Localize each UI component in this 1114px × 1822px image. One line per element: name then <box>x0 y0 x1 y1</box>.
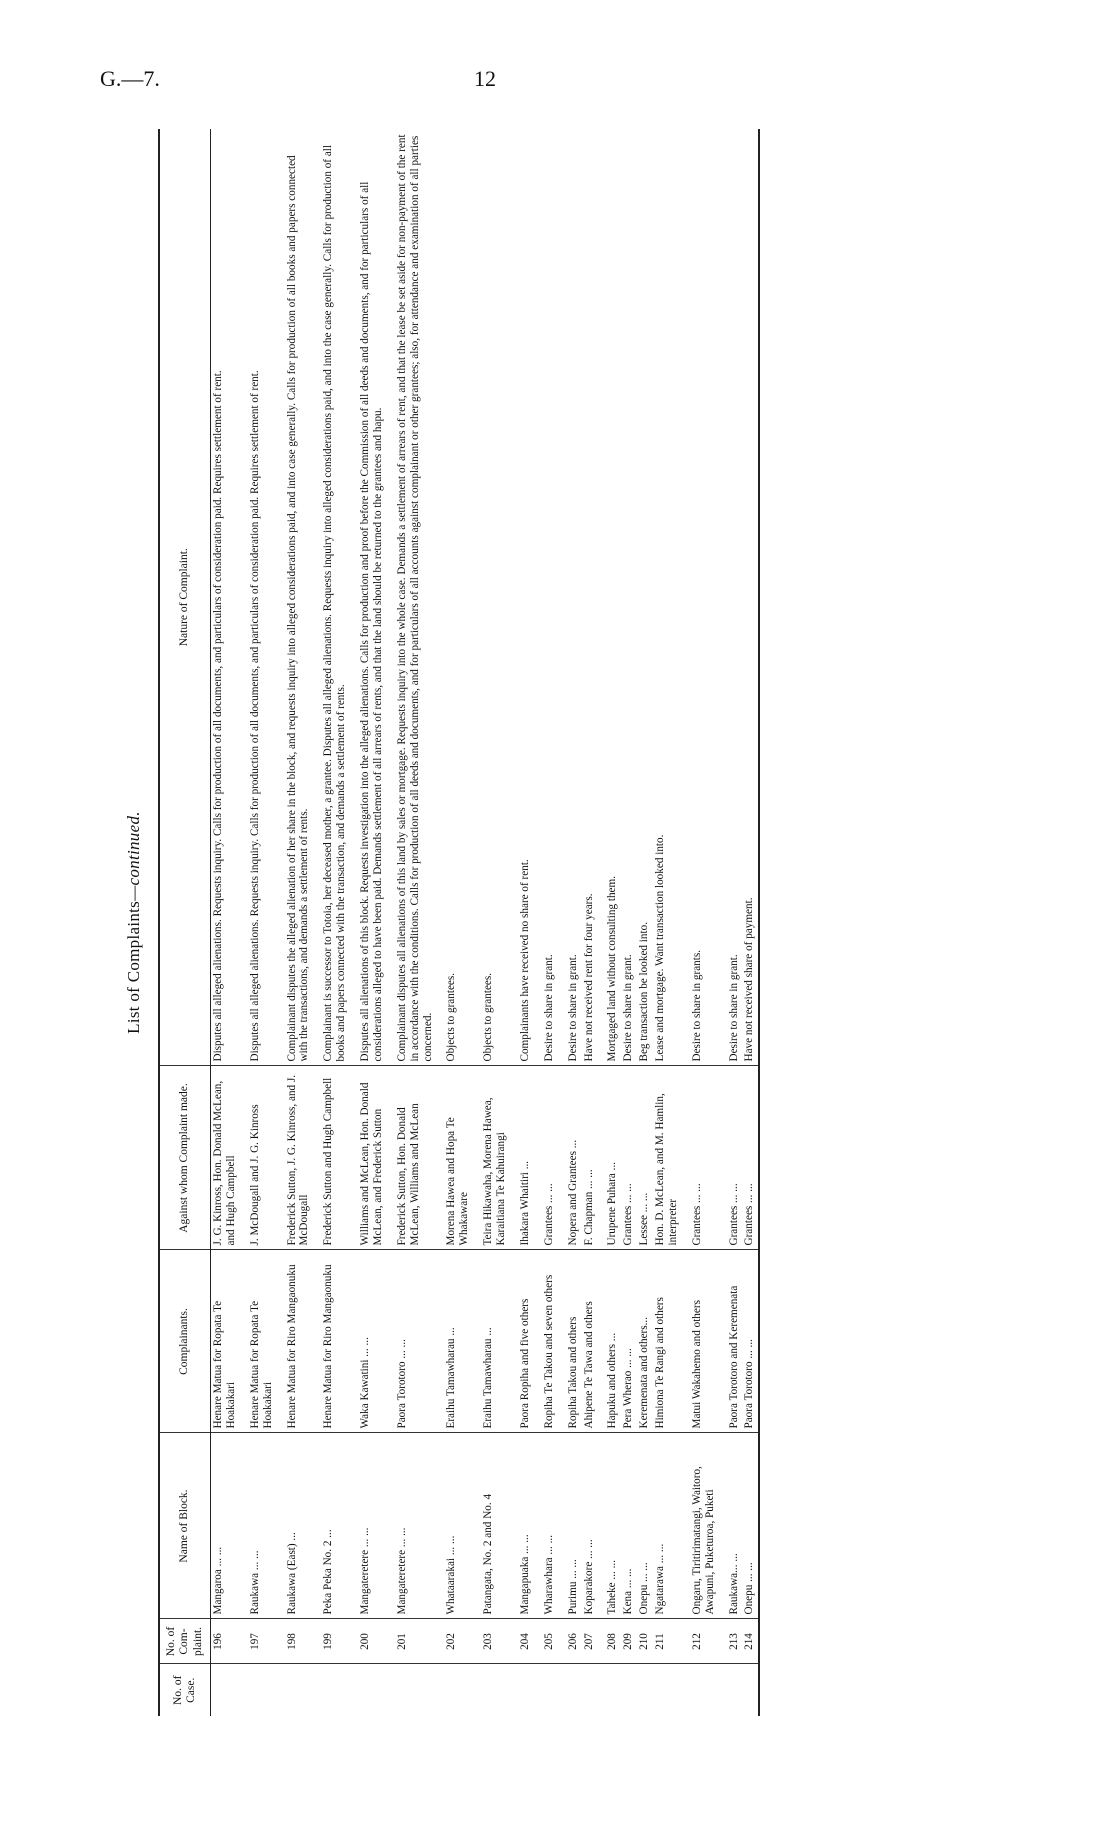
cell-complainants: Henare Matua for Ropata Te Hoakakari <box>211 1250 240 1433</box>
cell-complaint-no: 211 <box>653 1619 682 1664</box>
page-title <box>124 129 152 1716</box>
cell-nature: Complainants have received no share of rent. <box>510 129 534 1066</box>
cell-nature: Desire to share in grants. <box>682 129 719 1066</box>
cell-case-no <box>350 1664 387 1716</box>
cell-complaint-no: 203 <box>473 1619 510 1664</box>
cell-against: Nopera and Grantees ... <box>558 1066 582 1250</box>
table-row <box>510 129 534 1716</box>
cell-nature: Disputes all alleged alienations. Requests inquiry. Calls for production of all documents, and particulars of consideration paid. Requires settlement of rent. <box>240 129 277 1066</box>
cell-case-no <box>637 1664 653 1716</box>
cell-against: J. McDougall and J. G. Kinross <box>240 1066 277 1250</box>
table-row <box>473 129 510 1716</box>
col-header-complainants: Complainants. <box>159 1250 211 1433</box>
table-row <box>621 129 637 1716</box>
cell-against: Grantees ... ... <box>719 1066 743 1250</box>
cell-against: Williams and McLean, Hon. Donald McLean, and Frederick Sutton <box>350 1066 387 1250</box>
cell-against: Grantees ... ... <box>742 1066 759 1250</box>
cell-against: J. G. Kinross, Hon. Donald McLean, and Hugh Campbell <box>211 1066 240 1250</box>
cell-case-no <box>582 1664 598 1716</box>
cell-block: Wharawhara ... ... <box>534 1433 558 1619</box>
cell-complaint-no: 206 <box>558 1619 582 1664</box>
cell-complaint-no: 199 <box>313 1619 350 1664</box>
cell-complainants: Paora Ropiha and five others <box>510 1250 534 1433</box>
cell-complaint-no: 201 <box>387 1619 437 1664</box>
cell-nature: Complainant is successor to Totoia, her deceased mother, a grantee. Disputes all alleged alienations. Requests inquiry into alleged considerations paid, and into the case generally. Calls for production of all books and papers connected with the transaction, and demands a settlement of rents. <box>313 129 350 1066</box>
complaints-table <box>158 129 760 1716</box>
cell-against: Frederick Sutton and Hugh Campbell <box>313 1066 350 1250</box>
cell-case-no <box>510 1664 534 1716</box>
cell-case-no <box>719 1664 743 1716</box>
table-row <box>313 129 350 1716</box>
cell-against: F. Chapman ... ... <box>582 1066 598 1250</box>
cell-against: Hon. D. McLean, and M. Hamlin, interpreter <box>653 1066 682 1250</box>
cell-complaint-no: 213 <box>719 1619 743 1664</box>
cell-case-no <box>240 1664 277 1716</box>
cell-complaint-no: 200 <box>350 1619 387 1664</box>
cell-complaint-no: 196 <box>211 1619 240 1664</box>
cell-complainants: Hapuku and others ... <box>597 1250 621 1433</box>
cell-nature: Desire to share in grant. <box>719 129 743 1066</box>
table-row <box>277 129 314 1716</box>
cell-case-no <box>621 1664 637 1716</box>
cell-nature: Mortgaged land without consulting them. <box>597 129 621 1066</box>
cell-complaint-no: 208 <box>597 1619 621 1664</box>
cell-block: Ngatarawa ... ... <box>653 1433 682 1619</box>
cell-complainants: Paora Torotoro ... ... <box>742 1250 759 1433</box>
cell-nature: Desire to share in grant. <box>558 129 582 1066</box>
cell-complaint-no: 198 <box>277 1619 314 1664</box>
cell-complaint-no: 197 <box>240 1619 277 1664</box>
cell-complainants: Henare Matua for Riro Mangaonuku <box>313 1250 350 1433</box>
cell-complaint-no: 210 <box>637 1619 653 1664</box>
table-row <box>719 129 743 1716</box>
cell-complainants: Pera Wherao ... ... <box>621 1250 637 1433</box>
table-row <box>558 129 582 1716</box>
cell-against: Teira Hikawaha, Morena Hawea, Karaitiana Te Kahuirangi <box>473 1066 510 1250</box>
cell-case-no <box>682 1664 719 1716</box>
cell-block: Onepu ... ... <box>637 1433 653 1619</box>
cell-block: Mangateretere ... ... <box>350 1433 387 1619</box>
cell-case-no <box>436 1664 473 1716</box>
cell-block: Koparakore ... ... <box>582 1433 598 1619</box>
cell-complaint-no: 205 <box>534 1619 558 1664</box>
cell-block: Raukawa (East) ... <box>277 1433 314 1619</box>
table-header-row <box>159 129 211 1716</box>
table-row <box>742 129 759 1716</box>
cell-against: Ihakara Whaitiri ... <box>510 1066 534 1250</box>
table-row <box>597 129 621 1716</box>
title-main: List of Complaints <box>124 900 143 1034</box>
cell-against: Morena Hawea and Hopa Te Whakaware <box>436 1066 473 1250</box>
cell-complainants: Ropiha Takou and others <box>558 1250 582 1433</box>
cell-block: Kena ... ... <box>621 1433 637 1619</box>
table-row <box>582 129 598 1716</box>
col-header-nature: Nature of Complaint. <box>159 129 211 1066</box>
cell-complaint-no: 207 <box>582 1619 598 1664</box>
table-row <box>682 129 719 1716</box>
cell-complaint-no: 204 <box>510 1619 534 1664</box>
cell-complainants: Paora Torotoro ... ... <box>387 1250 437 1433</box>
page-number: 12 <box>474 66 496 91</box>
cell-case-no <box>473 1664 510 1716</box>
cell-nature: Beg transaction be looked into. <box>637 129 653 1066</box>
cell-against: Urupene Puhara ... <box>597 1066 621 1250</box>
cell-against: Frederick Sutton, Hon. Donald McLean, Williams and McLean <box>387 1066 437 1250</box>
table-row <box>637 129 653 1716</box>
cell-case-no <box>277 1664 314 1716</box>
cell-complainants: Henare Matua for Ropata Te Hoakakari <box>240 1250 277 1433</box>
table-row <box>350 129 387 1716</box>
cell-complainants: Ahipene Te Tawa and others <box>582 1250 598 1433</box>
table-row <box>436 129 473 1716</box>
table-row <box>387 129 437 1716</box>
cell-case-no <box>597 1664 621 1716</box>
cell-case-no <box>558 1664 582 1716</box>
cell-block: Ongaru, Tiritirimatangi, Waitoro, Awapuni, Puketuroa, Puketi <box>682 1433 719 1619</box>
title-suffix: —continued. <box>124 811 143 901</box>
cell-block: Taheke ... ... <box>597 1433 621 1619</box>
cell-case-no <box>534 1664 558 1716</box>
cell-complainants: Paora Torotoro and Keremenata <box>719 1250 743 1433</box>
cell-against: Grantees ... ... <box>682 1066 719 1250</box>
col-header-complaint-no: No. of Com-plaint. <box>159 1619 211 1664</box>
cell-block: Onepu ... ... <box>742 1433 759 1619</box>
cell-complainants: Ropiha Te Takou and seven others <box>534 1250 558 1433</box>
cell-complainants: Waka Kawatini ... ... <box>350 1250 387 1433</box>
cell-case-no <box>742 1664 759 1716</box>
cell-block: Patangata, No. 2 and No. 4 <box>473 1433 510 1619</box>
cell-nature: Have not received share of payment. <box>742 129 759 1066</box>
cell-case-no <box>387 1664 437 1716</box>
cell-against: Grantees ... ... <box>534 1066 558 1250</box>
cell-against: Grantees ... ... <box>621 1066 637 1250</box>
col-header-block: Name of Block. <box>159 1433 211 1619</box>
cell-complaint-no: 202 <box>436 1619 473 1664</box>
page-reference: G.—7. <box>100 66 160 91</box>
cell-block: Raukawa... ... <box>719 1433 743 1619</box>
cell-complaint-no: 209 <box>621 1619 637 1664</box>
cell-case-no <box>313 1664 350 1716</box>
table-row <box>211 129 240 1716</box>
cell-complainants: Eraihu Tamawharau ... <box>436 1250 473 1433</box>
cell-case-no <box>653 1664 682 1716</box>
table-row <box>534 129 558 1716</box>
col-header-case-no: No. of Case. <box>159 1664 211 1716</box>
col-header-against: Against whom Complaint made. <box>159 1066 211 1250</box>
cell-nature: Disputes all alienations of this block. Requests investigation into the alleged alienations. Calls for production and proof before the Commission of all deeds and documents, and for particulars of all considerations alleged to have been paid. Demands settlement of all arrears of rents, and that the land should be returned to the grantees and hapu. <box>350 129 387 1066</box>
cell-nature: Disputes all alleged alienations. Requests inquiry. Calls for production of all documents, and particulars of consideration paid. Requires settlement of rent. <box>211 129 240 1066</box>
cell-nature: Complainant disputes the alleged alienation of her share in the block, and requests inquiry into alleged considerations paid, and into case generally. Calls for production of all books and papers connected with the transactions, and demands a settlement of rents. <box>277 129 314 1066</box>
cell-block: Mangaroa ... ... <box>211 1433 240 1619</box>
cell-complainants: Matui Wakahemo and others <box>682 1250 719 1433</box>
cell-case-no <box>211 1664 240 1716</box>
cell-against: Lessee ... ... <box>637 1066 653 1250</box>
cell-block: Peka Peka No. 2 ... <box>313 1433 350 1619</box>
cell-nature: Objects to grantees. <box>436 129 473 1066</box>
cell-complaint-no: 212 <box>682 1619 719 1664</box>
cell-complainants: Keremenata and others... <box>637 1250 653 1433</box>
table-row <box>240 129 277 1716</box>
cell-nature: Have not received rent for four years. <box>582 129 598 1066</box>
table-row <box>653 129 682 1716</box>
cell-complainants: Himiona Te Rangi and others <box>653 1250 682 1433</box>
cell-nature: Lease and mortgage. Want transaction looked into. <box>653 129 682 1066</box>
cell-against: Frederick Sutton, J. G. Kinross, and J. McDougall <box>277 1066 314 1250</box>
cell-nature: Desire to share in grant. <box>534 129 558 1066</box>
cell-block: Mangateretere ... ... <box>387 1433 437 1619</box>
cell-complaint-no: 214 <box>742 1619 759 1664</box>
cell-nature: Objects to grantees. <box>473 129 510 1066</box>
cell-nature: Complainant disputes all alienations of this land by sales or mortgage. Requests inquiry into the whole case. Demands a settlement of arrears of rent, and that the lease be set aside for non-payment of the rent in accordance with the conditions. Calls for production of all deeds and documents, and for particulars of all accounts against complainant or other grantees; also, for attendance and examination of all parties concerned. <box>387 129 437 1066</box>
cell-block: Raukawa ... ... <box>240 1433 277 1619</box>
cell-block: Whataarakai ... ... <box>436 1433 473 1619</box>
rotated-table-region <box>124 129 862 1716</box>
cell-block: Purimu ... ... <box>558 1433 582 1619</box>
cell-complainants: Eraihu Tamawharau ... <box>473 1250 510 1433</box>
cell-block: Mangapuaka ... ... <box>510 1433 534 1619</box>
table-body <box>211 129 760 1716</box>
cell-nature: Desire to share in grant. <box>621 129 637 1066</box>
cell-complainants: Henare Matua for Riro Mangaonuku <box>277 1250 314 1433</box>
